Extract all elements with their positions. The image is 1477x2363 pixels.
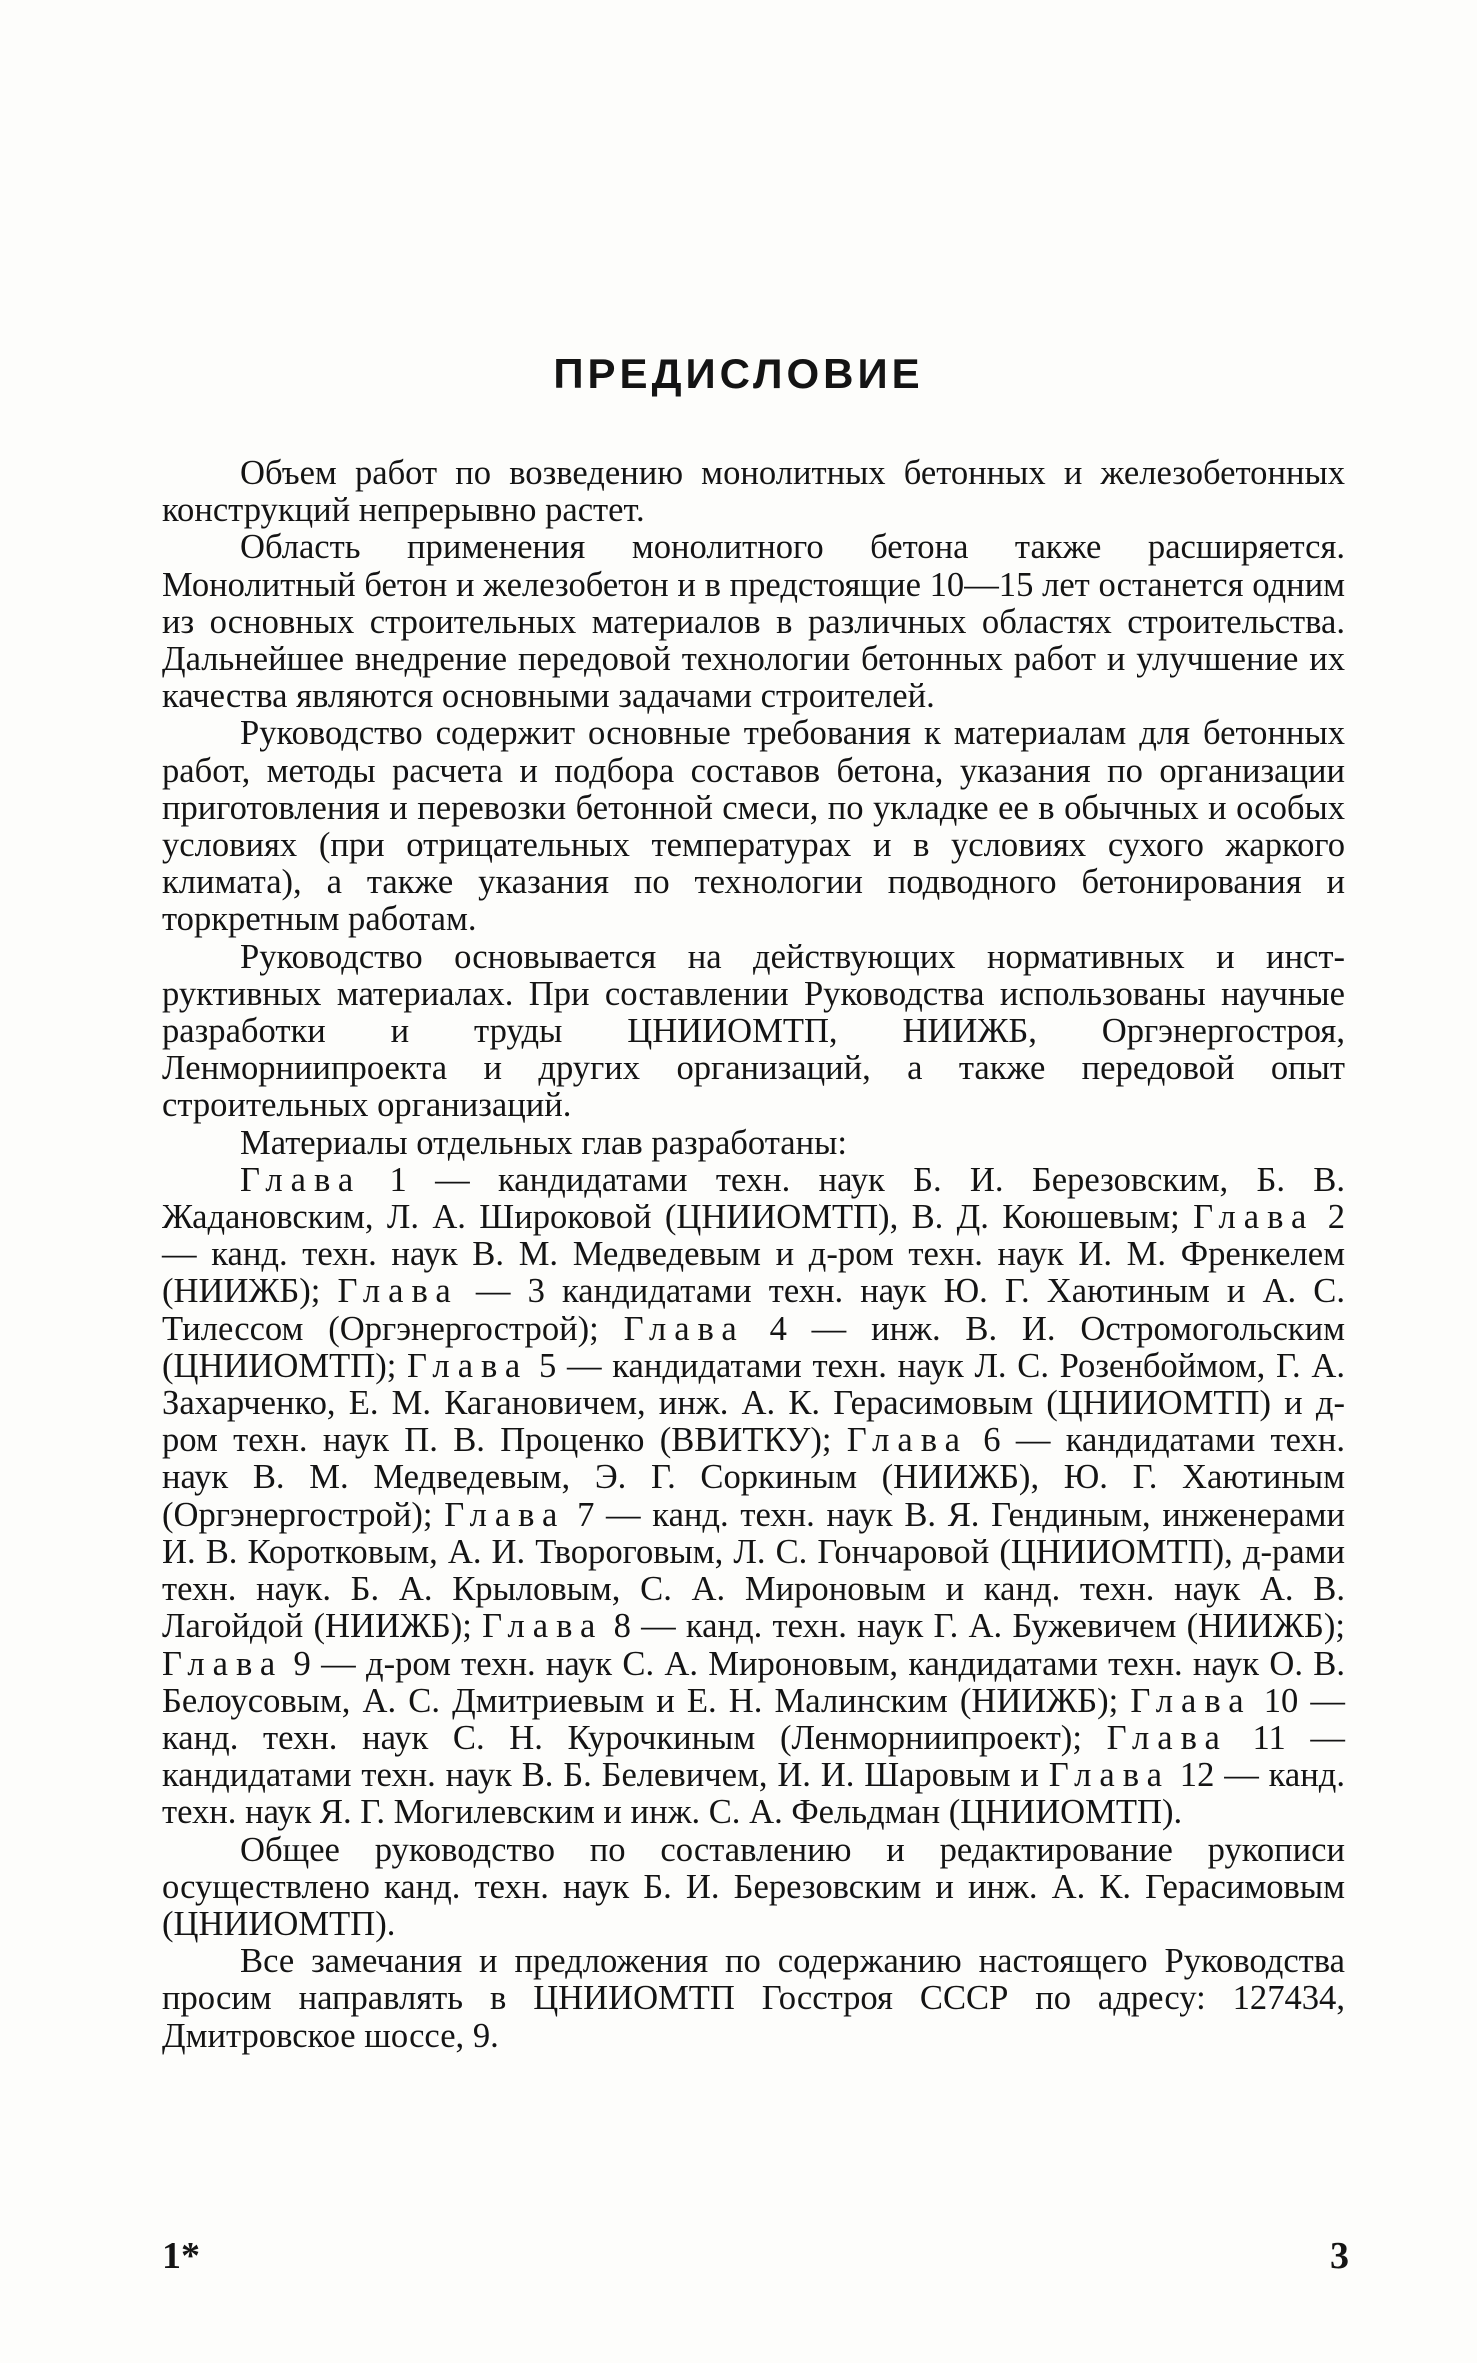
chapter-word: Глава [846, 1421, 968, 1460]
chapter-word: Глава [407, 1346, 529, 1385]
body-text [162, 455, 1345, 2055]
chapter-word: Глава [1130, 1681, 1252, 1720]
paragraph-sources: Руководство основывается на действующих нормативных и инструктивных материалах. При составлении Руководства использованы научные разработки и труды ЦНИИОМТП, НИИЖБ, Оргэнергостроя, Ленморниипроекта и других организаций, а также передовой опыт строительных организаций. [162, 937, 1345, 1125]
chapter-4-authors: 4 — инж. В. И. Остромогольским (ЦНИИОМТП); [162, 1309, 1345, 1385]
chapter-word: Глава [482, 1607, 604, 1646]
chapter-10-authors: 10 — канд. техн. наук С. Н. Курочкиным (Ленморниипроект); [162, 1681, 1345, 1757]
chapter-3-authors: — 3 кандидатами техн. наук Ю. Г. Хаютиным и А. С. Тилессом (Оргэнергострой); [162, 1272, 1345, 1348]
paragraph-application: Область применения монолитного бетона также расширяется. Монолитный бетон и железобетон и в предстоящие 10—15 лет останется одним из основных строительных материалов в различных областях строительства. Дальнейшее внедрение передовой технологии бетонных работ и улучшение их качества являются основными задачами строителей. [162, 528, 1345, 716]
paragraph-chapter-authors [162, 1162, 1345, 1832]
paragraph-authors-intro: Материалы отдельных глав разработаны: [240, 1123, 847, 1162]
chapter-1-authors: 1 — кандидатами техн. наук Б. И. Березовским, Б. В. Жадановским, Л. А. Широковой (ЦНИИОМТП), В. Д. Коюшевым; [162, 1160, 1345, 1237]
chapter-2-authors: 2 — канд. техн. наук В. М. Медведевым и д-ром техн. наук И. М. Френкелем (НИИЖБ); [162, 1198, 1345, 1311]
paragraph-contents: Руководство содержит основные требования к материалам для бетонных работ, методы расчета и подбора составов бетона, указания по организации приготовления и перевозки бетонной смеси, по укладке ее в обычных и особых условиях (при отрицательных температурах и в условиях сухого жаркого климата), а также указания по технологии подводного бетонирования и торкретным работам. [162, 714, 1345, 939]
chapter-9-authors: 9 — д-ром техн. наук С. А. Мироновым, кандидатами техн. наук О. В. Белоусовым, А. С. Дмитриевым и Е. Н. Малинским (НИИЖБ); [162, 1644, 1345, 1720]
signature-mark: 1* [162, 2235, 200, 2277]
chapter-word: Глава [623, 1309, 745, 1348]
chapter-word: Глава [1193, 1198, 1315, 1237]
chapter-word: Глава [240, 1160, 362, 1199]
chapter-7-authors: 7 — канд. техн. наук В. Я. Гендиным, инженерами И. В. Коротковым, А. И. Твороговым, Л. С. Гончаровой (ЦНИИОМТП), д-рами техн. наук. Б. А. Крыловым, С. А. Мироновым и канд. техн. наук А. В. Лагойдой (НИИЖБ); [162, 1495, 1345, 1646]
chapter-8-authors: 8 — канд. техн. наук Г. А. Бужевичем (НИИЖБ); [613, 1607, 1345, 1646]
paragraph-editors: Общее руководство по составлению и редактирование рукописи осуществлено канд. техн. наук Б. И. Березовским и инж. А. К. Герасимовым (ЦНИИОМТП). [162, 1830, 1345, 1943]
chapter-5-authors: 5 — кандидатами техн. наук Л. С. Розенбоймом, Г. А. Захарченко, Е. М. Кагановичем, инж. А. К. Герасимовым (ЦНИИОМТП) и д-ром техн. наук П. В. Проценко (ВВИТКУ); [162, 1346, 1345, 1460]
paragraph-contact-address: Все замечания и предложения по содержанию настоящего Руководства просим направлять в ЦНИИОМТП Госстроя СССР по адресу: 127434, Дмитровское шоссе, 9. [162, 1942, 1345, 2055]
chapter-word: Глава [1048, 1756, 1170, 1795]
paragraph-scope: Объем работ по возведению монолитных бетонных и железобетонных конструкций непрерывно растет. [162, 454, 1345, 530]
chapter-word: Глава [444, 1495, 566, 1534]
chapter-word: Глава [337, 1272, 459, 1311]
page-number: 3 [1330, 2235, 1349, 2277]
chapter-word: Глава [1106, 1718, 1228, 1757]
page-title: ПРЕДИСЛОВИЕ [553, 350, 924, 397]
chapter-11-authors: 11 — кандидатами техн. наук В. Б. Белевичем, И. И. Шаровым и [162, 1718, 1345, 1795]
chapter-6-authors: 6 — кандидатами техн. наук В. М. Медведевым, Э. Г. Соркиным (НИИЖБ), Ю. Г. Хаютиным (Оргэнергострой); [162, 1421, 1345, 1534]
chapter-word: Глава [162, 1644, 284, 1683]
chapter-12-authors: 12 — канд. техн. наук Я. Г. Могилевским и инж. С. А. Фельдман (ЦНИИОМТП). [162, 1756, 1346, 1832]
